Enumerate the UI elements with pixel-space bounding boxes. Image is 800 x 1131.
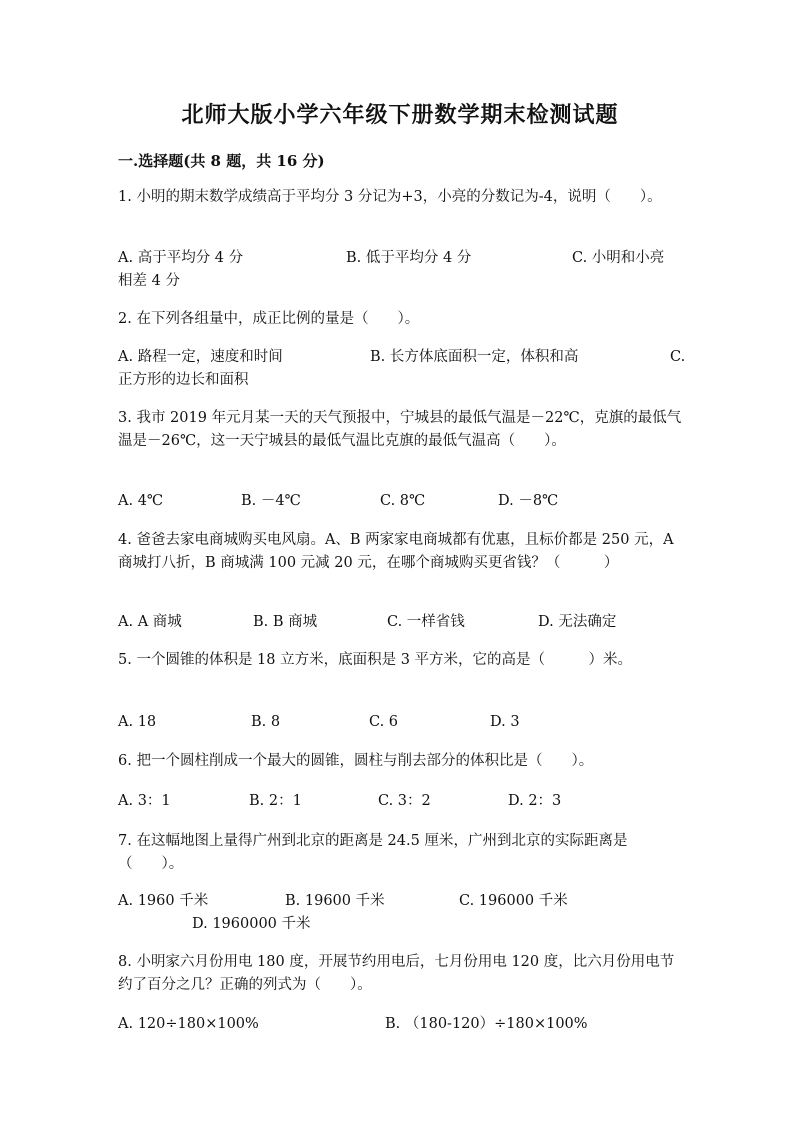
- q7-option-c: C. 196000 千米: [459, 893, 568, 909]
- question-1: 1. 小明的期末数学成绩高于平均分 3 分记为+3，小亮的分数记为-4，说明（ ）。: [118, 189, 662, 205]
- q1-option-c: C. 小明和小亮: [572, 250, 665, 266]
- question-2: 2. 在下列各组量中，成正比例的量是（ ）。: [118, 311, 420, 327]
- question-6: 6. 把一个圆柱削成一个最大的圆锥，圆柱与削去部分的体积比是（ ）。: [118, 753, 594, 769]
- q4-option-c: C. 一样省钱: [387, 614, 465, 630]
- q1-option-c-continued: 相差 4 分: [118, 273, 180, 289]
- q2-option-b: B. 长方体底面积一定，体积和高: [370, 349, 579, 365]
- q5-option-b: B. 8: [251, 714, 281, 730]
- q4-option-b: B. B 商城: [253, 614, 318, 630]
- q7-option-b: B. 19600 千米: [285, 893, 385, 909]
- question-8: 8. 小明家六月份用电 180 度，开展节约用电后，七月份用电 120 度，比六月份用电节约了百分之几？正确的列式为（ ）。: [118, 954, 675, 993]
- q5-option-a: A. 18: [118, 714, 157, 730]
- q4-option-d: D. 无法确定: [538, 614, 617, 630]
- q8-option-b: B. （180-120）÷180×100%: [385, 1016, 588, 1032]
- page-title: 北师大版小学六年级下册数学期末检测试题: [181, 102, 619, 128]
- q7-option-a: A. 1960 千米: [118, 893, 209, 909]
- q4-option-a: A. A 商城: [118, 614, 182, 630]
- q7-option-d: D. 1960000 千米: [192, 916, 311, 932]
- q8-option-a: A. 120÷180×100%: [118, 1016, 259, 1032]
- q3-option-d: D. －8℃: [498, 493, 559, 509]
- q6-option-b: B. 2：1: [249, 793, 302, 809]
- q6-option-d: D. 2：3: [508, 793, 562, 809]
- question-5: 5. 一个圆锥的体积是 18 立方米，底面积是 3 平方米，它的高是（ ）米。: [118, 652, 633, 668]
- q1-option-a: A. 高于平均分 4 分: [118, 250, 244, 266]
- question-3: 3. 我市 2019 年元月某一天的天气预报中，宁城县的最低气温是－22℃，克旗的最低气温是－26℃，这一天宁城县的最低气温比克旗的最低气温高（ ）。: [118, 410, 682, 449]
- q3-option-b: B. －4℃: [241, 493, 301, 509]
- q2-option-a: A. 路程一定，速度和时间: [118, 349, 283, 365]
- q2-option-c-continued: 正方形的边长和面积: [118, 372, 249, 388]
- q2-option-c: C.: [670, 349, 686, 365]
- q5-option-c: C. 6: [369, 714, 399, 730]
- question-7: 7. 在这幅地图上量得广州到北京的距离是 24.5 厘米，广州到北京的实际距离是（ ）。: [118, 833, 628, 872]
- q5-option-d: D. 3: [490, 714, 520, 730]
- q6-option-c: C. 3：2: [378, 793, 431, 809]
- q3-option-c: C. 8℃: [380, 493, 426, 509]
- question-4: 4. 爸爸去家电商城购买电风扇。A、B 两家家电商城都有优惠，且标价都是 250 元，A 商城打八折，B 商城满 100 元减 20 元，在哪个商城购买更省钱？（ ）: [118, 532, 674, 571]
- section-heading: 一.选择题(共 8 题，共 16 分): [118, 152, 325, 170]
- q1-option-b: B. 低于平均分 4 分: [346, 250, 472, 266]
- q6-option-a: A. 3：1: [118, 793, 171, 809]
- q3-option-a: A. 4℃: [118, 493, 164, 509]
